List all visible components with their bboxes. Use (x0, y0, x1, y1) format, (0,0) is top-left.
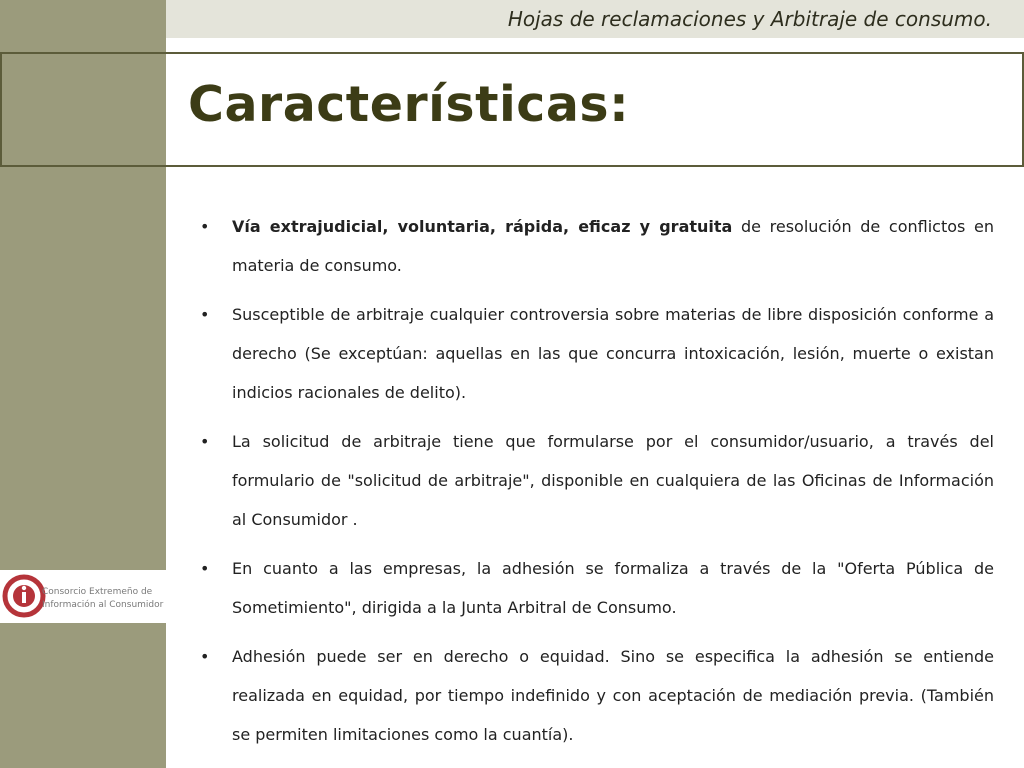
title-box-sidebar-fill (2, 54, 166, 165)
bullet-text: En cuanto a las empresas, la adhesión se formaliza a través de la "Oferta Pública de Sometimiento", dirigida a la Junta Arbitral de Consumo. (232, 559, 994, 617)
list-item (200, 637, 994, 754)
list-item (200, 295, 994, 412)
bullet-dot: • (200, 217, 210, 236)
bullet-dot: • (200, 559, 210, 578)
list-item (200, 207, 994, 285)
list-item (200, 549, 994, 627)
bullet-text: Adhesión puede ser en derecho o equidad. Sino se especifica la adhesión se entiende realizada en equidad, por tiempo indefinido y con aceptación de mediación previa. (También se permiten limitaciones como la cuantía). (232, 647, 994, 744)
list-item (200, 422, 994, 539)
header-subtitle: Hojas de reclamaciones y Arbitraje de consumo. (507, 7, 992, 31)
bullet-text: La solicitud de arbitraje tiene que formularse por el consumidor/usuario, a través del formulario de "solicitud de arbitraje", disponible en cualquiera de las Oficinas de Información al Consumidor . (232, 432, 994, 529)
bullet-text: Susceptible de arbitraje cualquier controversia sobre materias de libre disposición conforme a derecho (Se exceptúan: aquellas en las que concurra intoxicación, lesión, muerte o existan indicios racionales de delito). (232, 305, 994, 402)
bullet-list (200, 207, 994, 764)
bullet-dot: • (200, 647, 210, 666)
bullet-dot: • (200, 432, 210, 451)
logo (0, 570, 166, 623)
bullet-text: de resolución de conflictos en materia de consumo. (232, 217, 995, 275)
logo-text (42, 586, 163, 612)
logo-line-1: Consorcio Extremeño de (42, 587, 153, 597)
bullet-bold-text: Vía extrajudicial, voluntaria, rápida, eficaz y gratuita (232, 217, 733, 236)
bullet-dot: • (200, 305, 210, 324)
header-band (166, 0, 1024, 38)
slide-title: Características: (188, 76, 630, 133)
logo-line-2: Información al Consumidor (42, 600, 164, 610)
info-consumer-logo-icon (2, 571, 46, 621)
